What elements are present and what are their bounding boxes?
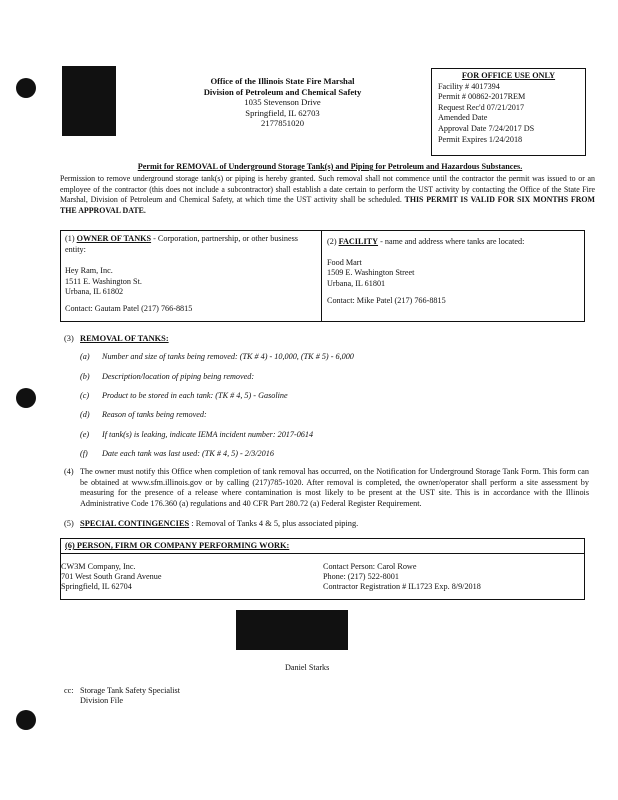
hole-punch-icon <box>16 710 36 730</box>
owner-address-city: Urbana, IL 61802 <box>65 287 124 296</box>
removal-item: (c) Product to be stored in each tank: (TK # 4, 5) - Gasoline <box>80 391 288 400</box>
office-use-box <box>431 68 586 156</box>
cc-recipient: Division File <box>80 696 123 705</box>
owner-address-street: 1511 E. Washington St. <box>65 276 142 286</box>
agency-city: Springfield, IL 62703 <box>245 107 320 118</box>
removal-number: (3) <box>64 334 74 343</box>
agency-phone: 2177851020 <box>261 118 304 128</box>
notice-number: (4) <box>64 467 74 476</box>
owner-section <box>65 234 315 314</box>
removal-item: (f) Date each tank was last used: (TK # 4, 5) - 2/3/2016 <box>80 449 274 458</box>
performer-heading: (6) PERSON, FIRM OR COMPANY PERFORMING WORK: <box>65 541 290 550</box>
request-date: Request Rec'd 07/21/2017 <box>438 102 525 112</box>
redacted-signature <box>236 610 348 650</box>
hole-punch-icon <box>16 388 36 408</box>
owner-description: - Corporation, partnership, or other business entity: <box>65 234 298 254</box>
special-number: (5) <box>64 519 74 528</box>
permit-number: Permit # 00862-2017REM <box>438 92 526 102</box>
facility-name: Food Mart <box>327 257 362 267</box>
notice-text: The owner must notify this Office when completion of tank removal has occurred, on the Notification for Underground Storage Tank Form. This form can be obtained at www.sfm.illinois.gov or by calling (217)785-1020. After removal is completed, the owner/operator shall perform a site assessment by measuring for the presence of a release where contamination is most likely to be present at the UST site. This is in accordance with the Illinois Administrative Code 176.360 (a) regulations and 40 CFR Part 280.72 (a) Federal Register Requirement. <box>80 467 589 508</box>
agency-header <box>150 76 415 129</box>
facility-address-city: Urbana, IL 61801 <box>327 278 386 288</box>
removal-heading: REMOVAL OF TANKS: <box>80 334 169 343</box>
division-name: Division of Petroleum and Chemical Safety <box>203 86 362 97</box>
redacted-seal <box>62 66 116 136</box>
removal-section <box>64 334 169 343</box>
performer-divider <box>61 553 584 554</box>
removal-item: (d) Reason of tanks being removed: <box>80 410 207 419</box>
special-contingencies <box>64 519 358 528</box>
column-divider <box>321 231 322 321</box>
hole-punch-icon <box>16 78 36 98</box>
facility-heading: FACILITY <box>338 237 379 246</box>
performer-address-city: Springfield, IL 62704 <box>61 582 132 591</box>
performer-registration: Contractor Registration # IL1723 Exp. 8/9/2018 <box>323 582 481 591</box>
permission-text: Permission to remove underground storage tank(s) or piping is hereby granted. Such removal shall not commence until the contractor the permit was issued to or an employee of the contractor (this does not include a subcontractor) shall establish a date certain to perform the UST activity by contacting the Office of the State Fire Marshal, Division of Petroleum and Chemical Safety, at which time the UST activity shall be scheduled. <box>60 174 595 205</box>
cc-label: cc: <box>64 686 74 695</box>
special-text: : Removal of Tanks 4 & 5, plus associated piping. <box>189 519 359 528</box>
performer-phone: Phone: (217) 522-8001 <box>323 572 399 581</box>
performer-address-street: 701 West South Grand Avenue <box>61 572 162 581</box>
owner-contact: Contact: Gautam Patel (217) 766-8815 <box>65 303 193 313</box>
owner-number: (1) <box>65 234 75 243</box>
performer-contact: Contact Person: Carol Rowe <box>323 562 417 571</box>
performer-name: CW3M Company, Inc. <box>61 562 136 571</box>
facility-description: - name and address where tanks are located: <box>378 237 525 246</box>
facility-section <box>327 237 582 307</box>
cc-recipient: Storage Tank Safety Specialist <box>80 686 181 695</box>
removal-item: (b) Description/location of piping being removed: <box>80 372 255 381</box>
permit-title: Permit for REMOVAL of Underground Storage Tank(s) and Piping for Petroleum and Hazardous Substances. <box>137 162 523 171</box>
facility-contact: Contact: Mike Patel (217) 766-8815 <box>327 296 446 305</box>
removal-item: (e) If tank(s) is leaking, indicate IEMA incident number: 2017-0614 <box>80 430 314 439</box>
office-use-title: FOR OFFICE USE ONLY <box>461 71 556 80</box>
facility-number: Facility # 4017394 <box>438 81 500 91</box>
removal-item: (a) Number and size of tanks being removed: (TK # 4) - 10,000, (TK # 5) - 6,000 <box>80 352 354 361</box>
completion-notice <box>64 467 589 509</box>
expiry-date: Permit Expires 1/24/2018 <box>438 134 523 144</box>
owner-name: Hey Ram, Inc. <box>65 266 113 275</box>
cc-list <box>64 686 180 706</box>
approval-date: Approval Date 7/24/2017 DS <box>438 123 535 133</box>
agency-name: Office of the Illinois State Fire Marshal <box>210 76 355 86</box>
facility-number-label: (2) <box>327 237 337 246</box>
signatory-name: Daniel Starks <box>285 663 330 672</box>
owner-heading: OWNER OF TANKS <box>76 234 152 243</box>
facility-address-street: 1509 E. Washington Street <box>327 268 415 277</box>
amended-date: Amended Date <box>438 113 488 123</box>
performer-box <box>60 538 585 600</box>
agency-street: 1035 Stevenson Drive <box>244 97 321 107</box>
validity-notice: THIS PERMIT IS VALID FOR SIX MONTHS FROM THE APPROVAL DATE. <box>60 195 595 216</box>
permission-paragraph <box>60 174 595 217</box>
special-heading: SPECIAL CONTINGENCIES <box>80 519 190 528</box>
owner-facility-box <box>60 230 585 322</box>
